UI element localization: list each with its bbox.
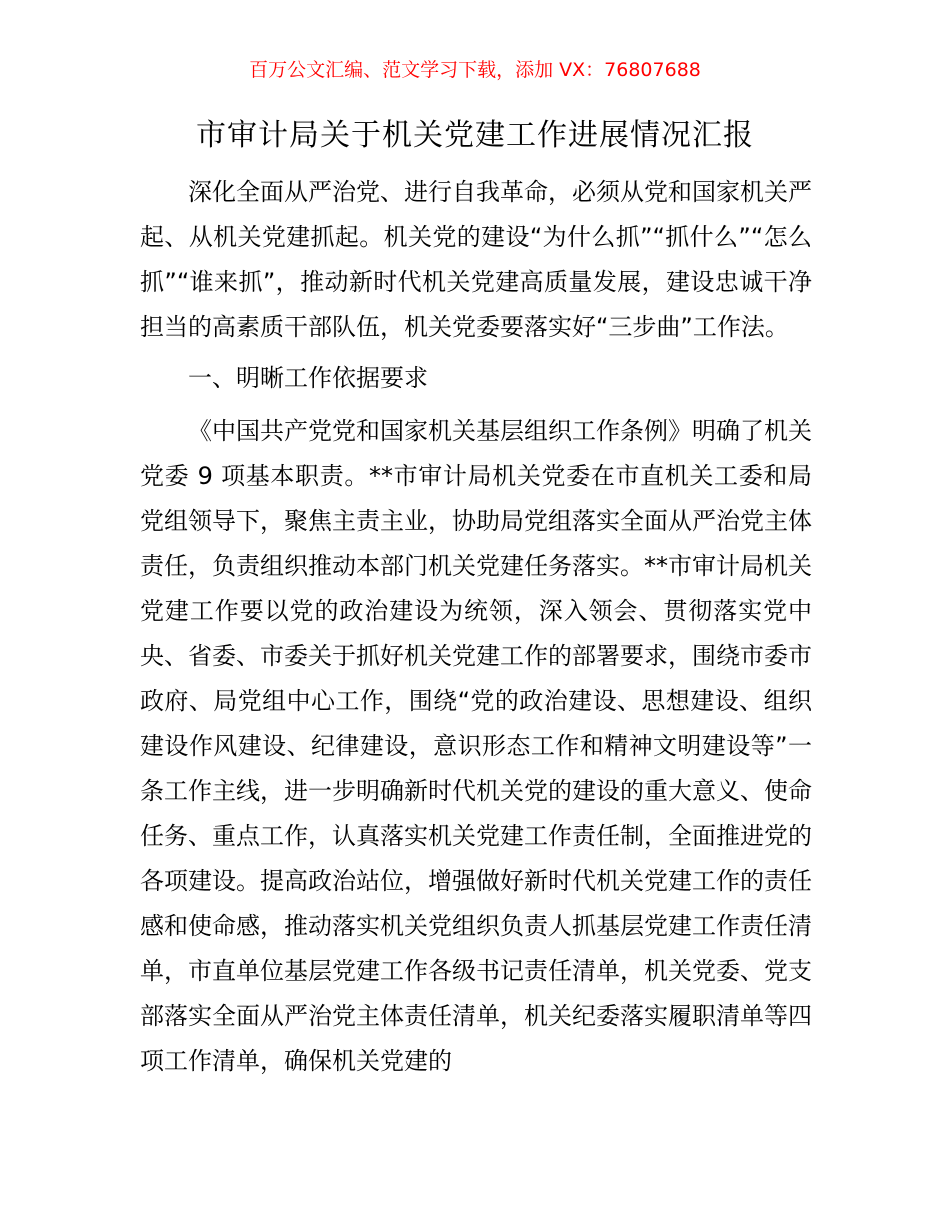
document-body — [140, 170, 812, 1084]
section-heading-1: 一、明晰工作依据要求 — [188, 364, 428, 392]
document-title: 市审计局关于机关党建工作进展情况汇报 — [196, 118, 754, 153]
watermark-banner: 百万公文汇编、范文学习下载，添加 VX：76807688 — [249, 59, 701, 81]
section-1-paragraph: 《中国共产党党和国家机关基层组织工作条例》明确了机关党委 9 项基本职责。**市审计局机关党委在市直机关工委和局党组领导下，聚焦主责主业，协助局党组落实全面从严治党主体责任，负责组织推动本部门机关党建任务落实。**市审计局机关党建工作要以党的政治建设为统领，深入领会、贯彻落实党中央、省委、市委关于抓好机关党建工作的部署要求，围绕市委市政府、局党组中心工作，围绕“党的政治建设、思想建设、组织建设作风建设、纪律建设，意识形态工作和精神文明建设等”一条工作主线，进一步明确新时代机关党的建设的重大意义、使命任务、重点工作，认真落实机关党建工作责任制，全面推进党的各项建设。提高政治站位，增强做好新时代机关党建工作的责任感和使命感，推动落实机关党组织负责人抓基层党建工作责任清单，市直单位基层党建工作各级书记责任清单，机关党委、党支部落实全面从严治党主体责任清单，机关纪委落实履职清单等四项工作清单，确保机关党建的 — [140, 417, 812, 1075]
intro-paragraph: 深化全面从严治党、进行自我革命，必须从党和国家机关严起、从机关党建抓起。机关党的建设“为什么抓”“抓什么”“怎么抓”“谁来抓”，推动新时代机关党建高质量发展，建设忠诚干净担当的高素质干部队伍，机关党委要落实好“三步曲”工作法。 — [140, 178, 812, 341]
